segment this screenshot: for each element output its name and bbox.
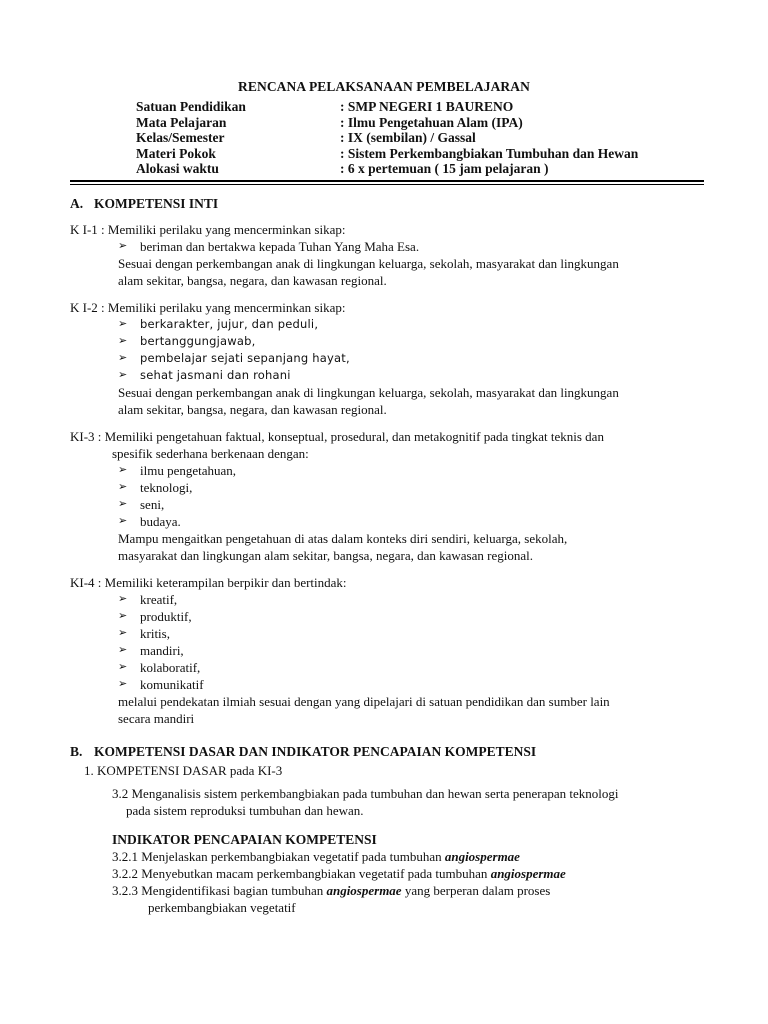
identity-table: [136, 99, 638, 177]
section-b-heading: [70, 743, 710, 760]
arrow-bullet-icon: ➢: [118, 352, 128, 364]
arrow-bullet-icon: ➢: [118, 627, 128, 639]
list-item: [70, 513, 710, 530]
arrow-bullet-icon: ➢: [118, 240, 128, 252]
section-letter: A.: [70, 196, 84, 211]
indicator-item: [70, 865, 710, 882]
ki-description: alam sekitar, bangsa, negara, dan kawasan regional.: [118, 273, 387, 288]
ki-description: Mampu mengaitkan pengetahuan di atas dalam konteks diri sendiri, keluarga, sekolah,: [118, 531, 568, 546]
ki-description: Sesuai dengan perkembangan anak di lingkungan keluarga, sekolah, masyarakat dan lingkungan: [118, 385, 619, 400]
list-item-text: sehat jasmani dan rohani: [140, 368, 291, 382]
ki-1-block: [70, 221, 710, 289]
ki-label: K I-2 : Memiliki perilaku yang mencerminkan sikap:: [70, 300, 346, 315]
list-item: [70, 591, 710, 608]
identity-label: Kelas/Semester: [136, 130, 225, 145]
list-item: [70, 350, 710, 367]
ki-description: alam sekitar, bangsa, negara, dan kawasan regional.: [118, 402, 387, 417]
header-divider-thick: [70, 180, 704, 182]
list-item-text: kreatif,: [140, 592, 178, 607]
section-title: KOMPETENSI DASAR DAN INDIKATOR PENCAPAIAN KOMPETENSI: [94, 744, 537, 759]
list-item-text: budaya.: [140, 514, 181, 529]
list-item: [70, 479, 710, 496]
bullet-list: [70, 591, 710, 693]
identity-value: : SMP NEGERI 1 BAURENO: [340, 99, 514, 114]
list-item: [70, 625, 710, 642]
list-item: [70, 333, 710, 350]
indicator-term: angiospermae: [490, 866, 566, 881]
indicator-item-continuation: [70, 899, 710, 916]
arrow-bullet-icon: ➢: [118, 661, 128, 673]
ki-4-block: [70, 574, 710, 727]
arrow-bullet-icon: ➢: [118, 593, 128, 605]
ki-description: secara mandiri: [118, 711, 195, 726]
list-item: [70, 316, 710, 333]
identity-value: : 6 x pertemuan ( 15 jam pelajaran ): [340, 161, 549, 176]
list-item: [70, 676, 710, 693]
ki-label: KI-3 : Memiliki pengetahuan faktual, konseptual, prosedural, dan metakognitif pada tingkat teknis dan: [70, 429, 604, 444]
indicator-heading: INDIKATOR PENCAPAIAN KOMPETENSI: [112, 832, 377, 847]
kd-text: 3.2 Menganalisis sistem perkembangbiakan pada tumbuhan dan hewan serta penerapan teknologi: [112, 786, 619, 801]
ki-2-block: [70, 299, 710, 418]
arrow-bullet-icon: ➢: [118, 498, 128, 510]
identity-value: : Sistem Perkembangbiakan Tumbuhan dan Hewan: [340, 145, 639, 161]
list-item: [70, 462, 710, 479]
ki-label: KI-4 : Memiliki keterampilan berpikir dan bertindak:: [70, 575, 347, 590]
list-item: [70, 367, 710, 384]
identity-row: [136, 99, 638, 115]
indicator-item: [70, 882, 710, 899]
list-item-text: pembelajar sejati sepanjang hayat,: [140, 351, 350, 365]
list-item-text: beriman dan bertakwa kepada Tuhan Yang Maha Esa.: [140, 239, 420, 254]
arrow-bullet-icon: ➢: [118, 464, 128, 476]
bullet-list: [70, 238, 710, 255]
list-item: [70, 496, 710, 513]
arrow-bullet-icon: ➢: [118, 335, 128, 347]
identity-value: : Ilmu Pengetahuan Alam (IPA): [340, 114, 523, 130]
identity-label: Satuan Pendidikan: [136, 99, 246, 114]
ki-description: melalui pendekatan ilmiah sesuai dengan yang dipelajari di satuan pendidikan dan sumber lain: [118, 694, 610, 709]
identity-row: [136, 130, 638, 146]
section-letter: B.: [70, 744, 83, 759]
list-item-text: berkarakter, jujur, dan peduli,: [140, 317, 319, 331]
bullet-list: [70, 462, 710, 530]
indicator-text-after: yang berperan dalam proses: [401, 883, 551, 898]
kd-description: [70, 785, 710, 819]
indicator-text: 3.2.3 Mengidentifikasi bagian tumbuhan: [112, 883, 327, 898]
document-title: RENCANA PELAKSANAAN PEMBELAJARAN: [238, 79, 530, 94]
list-item-text: kritis,: [140, 626, 170, 641]
section-a-heading: [70, 195, 710, 212]
identity-row: [136, 146, 638, 162]
list-item: [70, 238, 710, 255]
list-item-text: seni,: [140, 497, 165, 512]
ki-description: masyarakat dan lingkungan alam sekitar, bangsa, negara, dan kawasan regional.: [118, 548, 533, 563]
ki-3-block: [70, 428, 710, 564]
indicator-text: 3.2.2 Menyebutkan macam perkembangbiakan vegetatif pada tumbuhan: [112, 866, 491, 881]
ki-label-continuation: spesifik sederhana berkenaan dengan:: [112, 446, 309, 461]
indicator-item: [70, 848, 710, 865]
indicator-text-continuation: perkembangbiakan vegetatif: [148, 900, 296, 915]
indicator-text: 3.2.1 Menjelaskan perkembangbiakan vegetatif pada tumbuhan: [112, 849, 445, 864]
arrow-bullet-icon: ➢: [118, 610, 128, 622]
identity-label: Alokasi waktu: [136, 161, 219, 176]
arrow-bullet-icon: ➢: [118, 644, 128, 656]
bullet-list: [70, 316, 710, 384]
identity-label: Mata Pelajaran: [136, 114, 227, 130]
kd-item: 1. KOMPETENSI DASAR pada KI-3: [84, 763, 283, 778]
list-item-text: teknologi,: [140, 480, 193, 495]
identity-row: [136, 161, 638, 177]
arrow-bullet-icon: ➢: [118, 481, 128, 493]
list-item: [70, 659, 710, 676]
list-item-text: kolaboratif,: [140, 660, 201, 675]
arrow-bullet-icon: ➢: [118, 515, 128, 527]
arrow-bullet-icon: ➢: [118, 318, 128, 330]
list-item: [70, 642, 710, 659]
arrow-bullet-icon: ➢: [118, 369, 128, 381]
arrow-bullet-icon: ➢: [118, 678, 128, 690]
indicator-term: angiospermae: [326, 883, 402, 898]
list-item-text: komunikatif: [140, 677, 204, 692]
section-title: KOMPETENSI INTI: [94, 196, 219, 211]
list-item-text: bertanggungjawab,: [140, 334, 256, 348]
list-item: [70, 608, 710, 625]
identity-label: Materi Pokok: [136, 145, 216, 161]
list-item-text: ilmu pengetahuan,: [140, 463, 237, 478]
list-item-text: mandiri,: [140, 643, 184, 658]
document-body: [70, 195, 710, 916]
indicator-term: angiospermae: [444, 849, 520, 864]
list-item-text: produktif,: [140, 609, 192, 624]
header-divider-thin: [70, 184, 704, 185]
identity-row: [136, 115, 638, 131]
kd-text-continuation: pada sistem reproduksi tumbuhan dan hewan.: [126, 803, 364, 818]
ki-label: K I-1 : Memiliki perilaku yang mencerminkan sikap:: [70, 222, 346, 237]
ki-description: Sesuai dengan perkembangan anak di lingkungan keluarga, sekolah, masyarakat dan lingkungan: [118, 256, 619, 271]
identity-value: : IX (sembilan) / Gassal: [340, 130, 476, 145]
